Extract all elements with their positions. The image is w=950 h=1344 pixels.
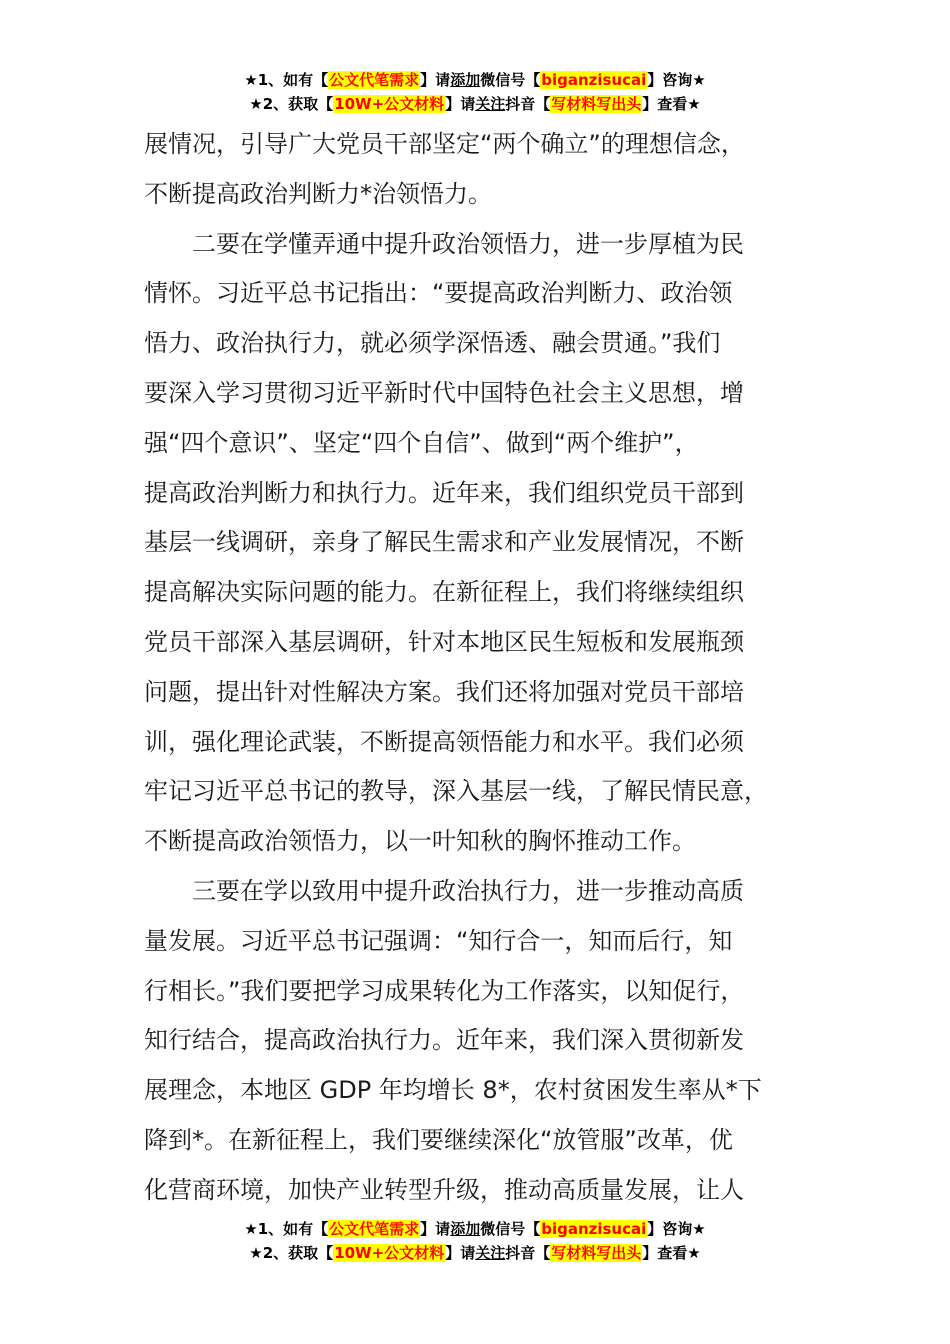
text-line: 化营商环境，加快产业转型升级，推动高质量发展，让人 (144, 1175, 744, 1204)
header-banner (0, 68, 950, 116)
banner-text: 】请 (445, 1244, 476, 1262)
text-line: 降到*。在新征程上，我们要继续深化“放管服”改革，优 (144, 1125, 733, 1154)
text-line: 训，强化理论武装，不断提高领悟能力和水平。我们必须 (144, 727, 744, 756)
banner-text: 微信号【 (480, 71, 541, 89)
text-line: 强“四个意识”、坚定“四个自信”、做到“两个维护”， (144, 428, 699, 457)
paragraph-start-line: 三要在学以致用中提升政治执行力，进一步推动高质 (192, 876, 744, 905)
banner-line-1 (0, 68, 950, 92)
underlined-add: 添加 (450, 71, 481, 89)
banner-text: ★1、如有【 (244, 1220, 329, 1238)
text-line: 展情况，引导广大党员干部坚定“两个确立”的理想信念， (144, 130, 745, 158)
banner-line-1 (0, 1217, 950, 1241)
banner-text: 】查看★ (642, 95, 701, 113)
text-line: 党员干部深入基层调研，针对本地区民生短板和发展瓶颈 (144, 627, 744, 656)
banner-text: 】查看★ (642, 1244, 701, 1262)
banner-text: 】请 (420, 1220, 451, 1238)
highlight-douyin-account: 写材料写出头 (551, 95, 642, 113)
highlight-douyin-account: 写材料写出头 (551, 1244, 642, 1262)
highlight-writing-service: 公文代笔需求 (329, 1220, 420, 1238)
text-line: 问题，提出针对性解决方案。我们还将加强对党员干部培 (144, 677, 744, 706)
text-line: 展理念，本地区 GDP 年均增长 8*，农村贫困发生率从*下 (144, 1076, 762, 1105)
highlight-materials: 10W+公文材料 (334, 95, 445, 113)
text-line: 不断提高政治判断力*治领悟力。 (144, 179, 492, 208)
text-line: 情怀。习近平总书记指出：“要提高政治判断力、政治领 (144, 279, 733, 308)
banner-line-2 (0, 1241, 950, 1265)
document-body (144, 120, 806, 1216)
footer-banner (0, 1217, 950, 1265)
text-line: 牢记习近平总书记的教导，深入基层一线，了解民情民意， (144, 777, 768, 806)
text-line: 量发展。习近平总书记强调：“知行合一，知而后行，知 (144, 926, 733, 955)
highlight-writing-service: 公文代笔需求 (329, 71, 420, 89)
text-line: 要深入学习贯彻习近平新时代中国特色社会主义思想，增 (144, 378, 744, 407)
banner-text: 抖音【 (505, 95, 551, 113)
text-line: 不断提高政治领悟力，以一叶知秋的胸怀推动工作。 (144, 827, 696, 856)
banner-text: ★2、获取【 (249, 95, 334, 113)
banner-text: 抖音【 (505, 1244, 551, 1262)
text-line: 提高政治判断力和执行力。近年来，我们组织党员干部到 (144, 478, 744, 507)
banner-text: 】咨询★ (647, 71, 706, 89)
text-line: 基层一线调研，亲身了解民生需求和产业发展情况，不断 (144, 528, 744, 557)
text-line: 知行结合，提高政治执行力。近年来，我们深入贯彻新发 (144, 1026, 744, 1055)
underlined-add: 添加 (450, 1220, 481, 1238)
paragraph-start-line: 二要在学懂弄通中提升政治领悟力，进一步厚植为民 (192, 229, 744, 258)
banner-text: ★2、获取【 (249, 1244, 334, 1262)
highlight-materials: 10W+公文材料 (334, 1244, 445, 1262)
underlined-follow: 关注 (475, 95, 506, 113)
highlight-wechat-id: biganzisucai (541, 1220, 647, 1238)
banner-text: 】请 (420, 71, 451, 89)
banner-line-2 (0, 92, 950, 116)
highlight-wechat-id: biganzisucai (541, 71, 647, 89)
banner-text: 】咨询★ (647, 1220, 706, 1238)
banner-text: 】请 (445, 95, 476, 113)
banner-text: ★1、如有【 (244, 71, 329, 89)
text-line: 悟力、政治执行力，就必须学深悟透、融会贯通。”我们 (144, 329, 721, 358)
underlined-follow: 关注 (475, 1244, 506, 1262)
text-line: 提高解决实际问题的能力。在新征程上，我们将继续组织 (144, 578, 744, 607)
banner-text: 微信号【 (480, 1220, 541, 1238)
text-line: 行相长。”我们要把学习成果转化为工作落实，以知促行， (144, 976, 745, 1005)
